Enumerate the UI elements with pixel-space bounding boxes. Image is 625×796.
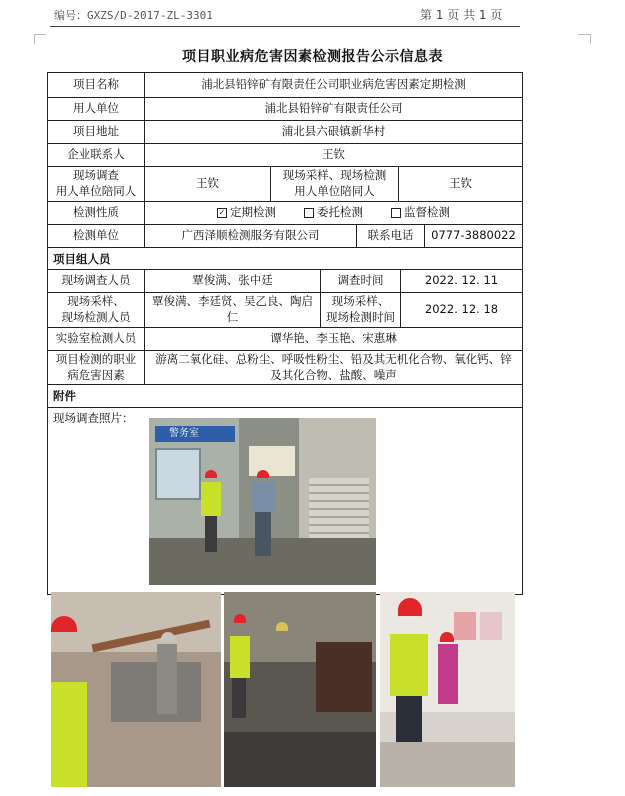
site-photo-tunnel (224, 592, 376, 787)
page-title: 项目职业病危害因素检测报告公示信息表 (182, 49, 443, 65)
field-label: 现场采样、 现场检测人员 (61, 294, 131, 324)
agency-value: 广西泽顺检测服务有限公司 (144, 225, 356, 247)
form-row (48, 201, 522, 224)
checkbox-label: 监督检测 (404, 205, 450, 220)
field-label: 现场采样、 现场检测时间 (320, 293, 400, 327)
field-label: 检测性质 (73, 205, 119, 220)
form-row (48, 120, 522, 143)
checkbox-option[interactable] (304, 205, 363, 221)
page-number: 第 1 页 共 1 页 (420, 8, 503, 22)
survey-staff-value: 覃俊满、张中廷 (144, 270, 320, 292)
phone-value: 0777-3880022 (424, 225, 522, 247)
address-value: 浦北县六硍镇新华村 (144, 121, 522, 143)
field-label: 现场采样、现场检测 用人单位陪同人 (270, 167, 398, 201)
field-label: 实验室检测人员 (55, 331, 137, 346)
field-label: 用人单位 (73, 101, 119, 116)
employer-value: 浦北县铅锌矿有限责任公司 (144, 98, 522, 120)
form-row (48, 166, 522, 201)
field-label: 现场调查 用人单位陪同人 (55, 168, 137, 198)
hazards-value: 游离二氧化硅、总粉尘、呼吸性粉尘、铅及其无机化合物、氧化钙、锌及其化合物、盐酸、噪声 (144, 351, 522, 384)
site-photo-indoor (380, 592, 515, 787)
sampling-staff-value: 覃俊满、李廷贤、吴乙良、陶启仁 (144, 293, 320, 327)
survey-time-value: 2022. 12. 11 (400, 270, 522, 292)
checkbox-empty-icon (391, 208, 401, 218)
sign-board (155, 426, 235, 442)
project-name-value: 浦北县铅锌矿有限责任公司职业病危害因素定期检测 (144, 73, 522, 97)
form-row (48, 224, 522, 247)
page-corner-mark (34, 34, 46, 35)
form-row (48, 350, 522, 384)
field-label: 项目名称 (73, 77, 119, 92)
form-row (48, 292, 522, 327)
sign-text: 警务室 (169, 428, 199, 439)
site-photo-equipment (51, 592, 221, 787)
checkbox-empty-icon (304, 208, 314, 218)
document-code: 编号：GXZS/D-2017-ZL-3301 (54, 9, 213, 22)
form-row (48, 97, 522, 120)
form-row (48, 73, 522, 97)
field-label: 检测单位 (73, 228, 119, 243)
checkbox-option[interactable] (391, 205, 450, 221)
header-rule (50, 26, 520, 27)
site-photo-entrance (149, 418, 376, 585)
section-heading: 附件 (53, 389, 76, 403)
form-row (48, 384, 522, 407)
field-label: 调查时间 (320, 270, 400, 292)
field-label: 联系电话 (356, 225, 424, 247)
form-row (48, 247, 522, 269)
form-row (48, 327, 522, 350)
checkbox-label: 定期检测 (230, 205, 276, 220)
section-heading: 项目组人员 (53, 251, 111, 266)
checkbox-checked-icon: ✓ (218, 207, 226, 217)
field-label: 项目地址 (73, 124, 119, 139)
field-label: 现场调查人员 (61, 273, 131, 288)
form-row (48, 269, 522, 292)
field-label: 项目检测的职业 病危害因素 (55, 351, 137, 382)
page-corner-mark (34, 34, 35, 44)
contact-value: 王钦 (144, 144, 522, 166)
checkbox-option[interactable] (217, 205, 276, 221)
nature-options (144, 202, 522, 224)
page-corner-mark (578, 34, 590, 35)
survey-escort-value: 王钦 (144, 167, 270, 201)
checkbox-label: 委托检测 (317, 205, 363, 220)
page-corner-mark (590, 34, 591, 44)
lab-staff-value: 谭华艳、李玉艳、宋惠琳 (144, 328, 522, 350)
sampling-time-value: 2022. 12. 18 (400, 293, 522, 327)
sampling-escort-value: 王钦 (398, 167, 522, 201)
photos-label: 现场调查照片： (53, 411, 134, 425)
form-row (48, 143, 522, 166)
field-label: 企业联系人 (67, 147, 125, 162)
